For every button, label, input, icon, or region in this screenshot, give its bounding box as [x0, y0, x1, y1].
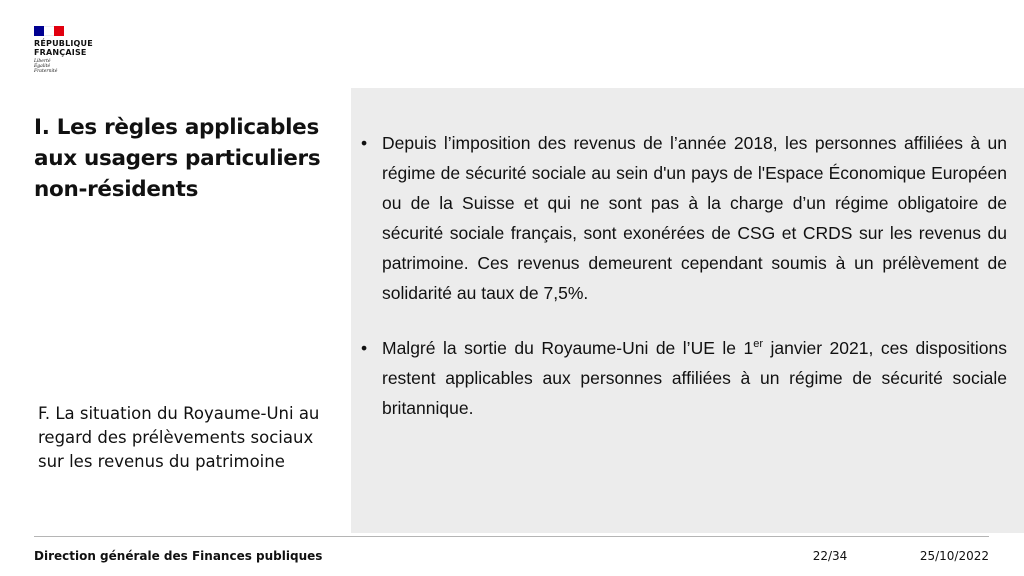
- bullet-list: [361, 128, 1007, 423]
- republique-francaise-logo: [34, 26, 124, 78]
- french-flag-icon: [34, 26, 64, 36]
- logo-motto-1: Liberté: [34, 59, 51, 64]
- logo-wordmark: [34, 39, 124, 57]
- bullet-text-1: Depuis l’imposition des revenus de l’année 2018, les personnes affiliées à un régime de sécurité sociale au sein d'un pays de l'Espace Économique Européen ou de la Suisse et qui ne sont pas à la charge d’un régime obligatoire de sécurité sociale français, sont exonérées de CSG et CRDS sur les revenus du patrimoine. Ces revenus demeurent cependant soumis à un prélèvement de solidarité au taux de 7,5%.: [382, 133, 1007, 303]
- bullet-item-2: [361, 333, 1007, 423]
- bullet-icon: •: [361, 338, 368, 358]
- logo-line-1: RÉPUBLIQUE: [34, 39, 93, 48]
- section-title: I. Les règles applicables aux usagers particuliers non-résidents: [34, 115, 321, 202]
- footer-page-number: 22/34: [812, 549, 848, 563]
- bullet-item-1: [361, 128, 1007, 308]
- content-panel: [351, 88, 1024, 533]
- logo-motto-2: Égalité: [34, 64, 51, 69]
- subsection-title: F. La situation du Royaume-Uni au regard des prélèvements sociaux sur les revenus du patrimoine: [38, 404, 320, 471]
- logo-motto-3: Fraternité: [34, 69, 58, 74]
- footer-divider: [34, 536, 989, 537]
- bullet-text-2-start: Malgré la sortie du Royaume-Uni de l’UE le 1: [382, 338, 754, 358]
- bullet-text-2-superscript: er: [753, 338, 763, 351]
- footer-organization: Direction générale des Finances publiques: [34, 549, 323, 563]
- logo-line-2: FRANÇAISE: [34, 48, 87, 57]
- logo-motto: [34, 59, 124, 74]
- bullet-text-2-end: janvier 2021, ces dispositions restent applicables aux personnes affiliées à un régime de sécurité sociale britannique.: [382, 338, 1007, 418]
- bullet-icon: •: [361, 133, 368, 153]
- footer-date: 25/10/2022: [919, 549, 989, 563]
